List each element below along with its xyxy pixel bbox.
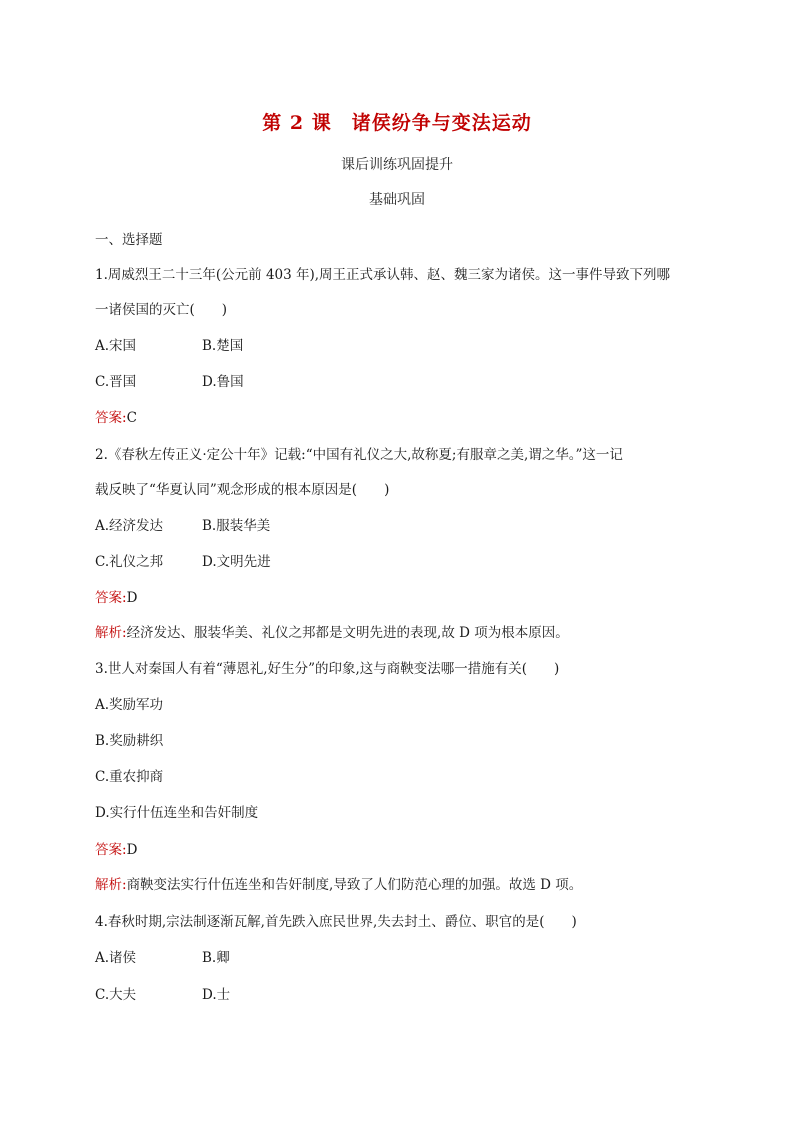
analysis-text: 商鞅变法实行什伍连坐和告奸制度,导致了人们防范心理的加强。故选 D 项。	[126, 877, 583, 893]
question-3-option-c: C.重农抑商	[95, 769, 164, 785]
question-4-option-a: A.诸侯	[95, 950, 137, 966]
question-2-analysis	[95, 621, 569, 641]
question-3-analysis	[95, 873, 582, 893]
question-1-option-b: B.楚国	[202, 338, 244, 354]
question-1-answer	[95, 406, 137, 426]
question-2-option-c: C.礼仪之邦	[95, 554, 164, 570]
analysis-label: 解析:	[95, 877, 127, 893]
question-3-stem-line1: 3.世人对秦国人有着“薄恩礼,好生分”的印象,这与商鞅变法哪一措施有关( )	[95, 661, 560, 677]
question-3-option-d: D.实行什伍连坐和告奸制度	[95, 805, 259, 821]
analysis-text: 经济发达、服装华美、礼仪之邦都是文明先进的表现,故 D 项为根本原因。	[126, 625, 569, 641]
analysis-label: 解析:	[95, 625, 127, 641]
question-1-option-a: A.宋国	[95, 338, 137, 354]
answer-label: 答案:	[95, 410, 127, 426]
question-2-stem-line1: 2.《春秋左传正义·定公十年》记载:“中国有礼仪之大,故称夏;有服章之美,谓之华。”这一记	[95, 447, 623, 463]
question-2-answer	[95, 586, 137, 606]
answer-label: 答案:	[95, 590, 127, 606]
question-3-option-a: A.奖励军功	[95, 697, 164, 713]
answer-value: D	[126, 590, 138, 606]
page-subtitle: 课后训练巩固提升	[341, 157, 453, 173]
question-4-stem-line1: 4.春秋时期,宗法制逐渐瓦解,首先跌入庶民世界,失去封土、爵位、职官的是( )	[95, 914, 577, 930]
question-1-stem-line2: 一诸侯国的灭亡( )	[95, 302, 228, 318]
answer-value: D	[126, 842, 138, 858]
answer-label: 答案:	[95, 842, 127, 858]
question-4-option-c: C.大夫	[95, 987, 137, 1003]
section-title: 基础巩固	[369, 192, 425, 208]
question-4-option-b: B.卿	[202, 950, 230, 966]
question-1-option-c: C.晋国	[95, 374, 137, 390]
question-1-stem-line1: 1.周威烈王二十三年(公元前 403 年),周王正式承认韩、赵、魏三家为诸侯。这一事件导致下列哪	[95, 267, 671, 283]
question-3-option-b: B.奖励耕织	[95, 733, 164, 749]
question-2-option-d: D.文明先进	[202, 554, 271, 570]
question-3-answer	[95, 838, 137, 858]
answer-value: C	[126, 410, 137, 426]
section-heading: 一、选择题	[95, 232, 163, 248]
page-title: 第 2 课 诸侯纷争与变法运动	[262, 112, 532, 134]
question-2-option-a: A.经济发达	[95, 518, 164, 534]
question-2-stem-line2: 载反映了“华夏认同”观念形成的根本原因是( )	[95, 482, 390, 498]
question-2-option-b: B.服装华美	[202, 518, 271, 534]
question-1-option-d: D.鲁国	[202, 374, 244, 390]
question-4-option-d: D.士	[202, 987, 231, 1003]
